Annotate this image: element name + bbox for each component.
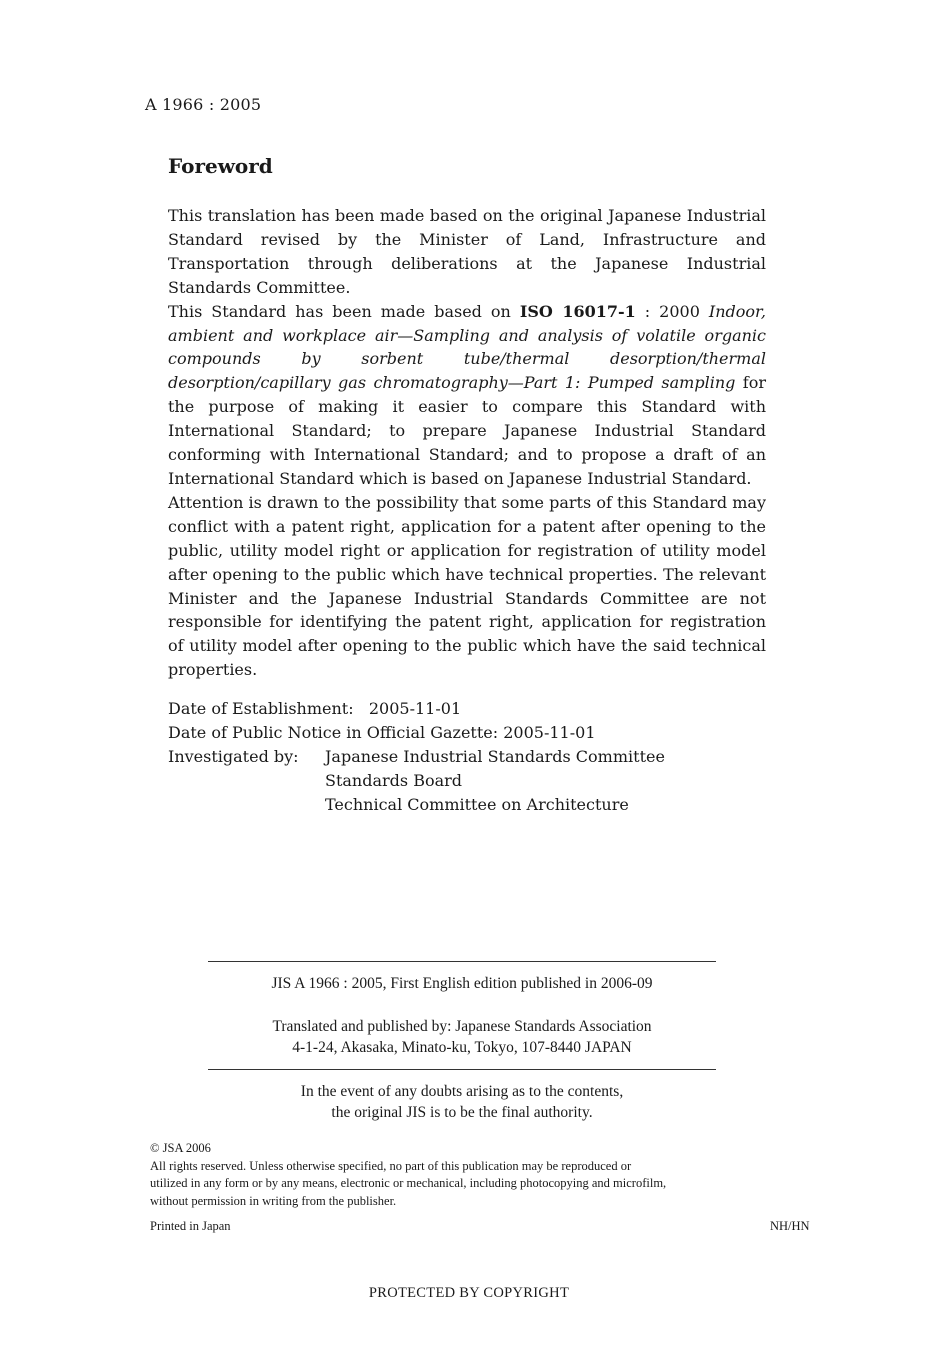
investigated-list [325, 745, 665, 817]
publisher-address: 4-1-24, Akasaka, Minato-ku, Tokyo, 107-8440 JAPAN [292, 1039, 632, 1056]
protected-watermark: PROTECTED BY COPYRIGHT [368, 1285, 570, 1301]
authority-line-1: In the event of any doubts arising as to the contents, [300, 1083, 624, 1100]
divider-top [208, 961, 716, 962]
authority-block [208, 1081, 716, 1123]
foreword-paragraph-2 [168, 300, 766, 491]
printed-in: Printed in Japan [150, 1219, 231, 1233]
iso-standard-title: Indoor, ambient and workplace air—Sampling and analysis of volatile organic compounds by sorbent tube/thermal desorption/thermal desorption/capillary gas chromatography—Part 1: Pumped sampling [168, 301, 766, 393]
copyright-notice-3: without permission in writing from the publisher. [150, 1193, 397, 1208]
public-notice-row [168, 721, 768, 745]
copyright-block [150, 1140, 770, 1210]
copyright-holder: © JSA 2006 [150, 1141, 211, 1155]
para2-intro: This Standard has been made based on [168, 301, 520, 321]
foreword-paragraph-3: Attention is drawn to the possibility that some parts of this Standard may conflict with a patent right, application for a patent after opening to the public, utility model right or application for registration of utility model after opening to the public which have technical properties. The relevant Minister and the Japanese Industrial Standards Committee are not responsible for identifying the patent right, application for registration of utility model after opening to the public which have the said technical properties. [168, 492, 766, 680]
foreword-body [168, 204, 766, 682]
document-id: A 1966 : 2005 [145, 95, 262, 114]
establishment-date: 2005-11-01 [368, 699, 462, 718]
production-codes: NH/HN [770, 1219, 810, 1233]
copyright-notice-1: All rights reserved. Unless otherwise specified, no part of this publication may be reproduced or [150, 1158, 632, 1173]
establishment-row [168, 697, 768, 721]
investigated-row [168, 745, 768, 817]
authority-line-2: the original JIS is to be the final authority. [331, 1104, 593, 1121]
iso-standard-ref: ISO 16017-1 [519, 301, 636, 321]
public-notice-date: 2005-11-01 [503, 722, 596, 742]
publisher-line: Translated and published by: Japanese Standards Association [272, 1018, 652, 1035]
foreword-paragraph-1: This translation has been made based on the original Japanese Industrial Standard revised by the Minister of Land, Infrastructure and Transportation through deliberations at the Japanese Industrial Standards Committee. [168, 206, 766, 297]
para2-purpose: for the purpose of making it easier to compare this Standard with International Standard; to prepare Japanese Industrial Standard conforming with International Standard; and to propose a draft of an International Standard which is based on Japanese Industrial Standard. [168, 373, 766, 488]
foreword-heading: Foreword [168, 154, 273, 178]
public-notice-label: Date of Public Notice in Official Gazette: [168, 722, 499, 742]
para2-year: : 2000 [635, 301, 709, 321]
publisher-block [208, 1016, 716, 1058]
divider-bottom [208, 1069, 716, 1070]
dates-block [168, 697, 768, 817]
investigator-item: Japanese Industrial Standards Committee [325, 746, 665, 766]
investigator-item: Technical Committee on Architecture [325, 794, 629, 814]
copyright-notice-2: utilized in any form or by any means, electronic or mechanical, including photocopying and microfilm, [150, 1176, 667, 1190]
edition-line: JIS A 1966 : 2005, First English edition published in 2006-09 [271, 975, 653, 992]
investigator-item: Standards Board [325, 770, 463, 790]
investigated-label: Investigated by: [168, 746, 299, 766]
establishment-label: Date of Establishment: [168, 699, 354, 718]
